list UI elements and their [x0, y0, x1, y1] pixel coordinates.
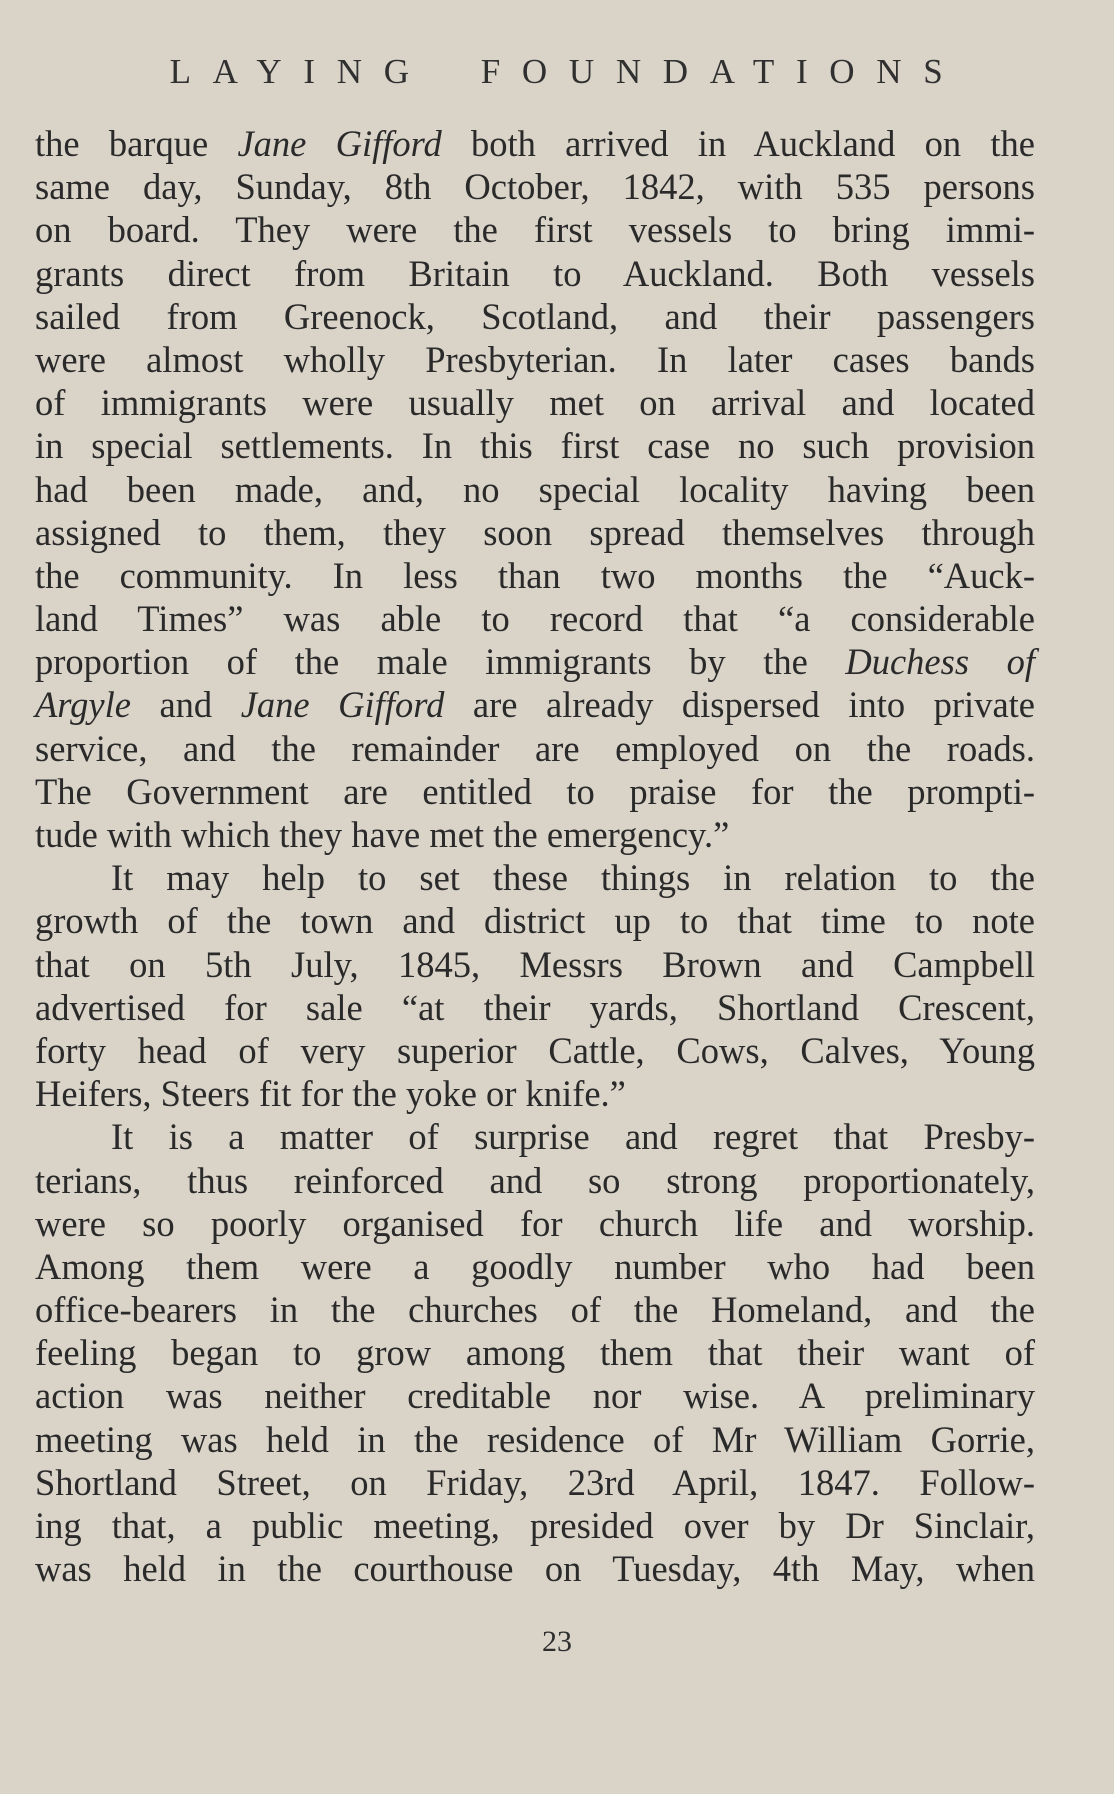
text-segment: sailed from Greenock, Scotland, and their passengers [35, 295, 1035, 337]
text-line [35, 381, 1035, 424]
text-line [35, 511, 1035, 554]
text-line [35, 295, 1035, 338]
text-line [35, 856, 1035, 899]
text-line [35, 208, 1035, 251]
text-line [35, 1374, 1035, 1417]
text-line [35, 1418, 1035, 1461]
text-segment: It is a matter of surprise and regret that Presby- [111, 1116, 1035, 1158]
text-segment: tude with which they have met the emergency.” [35, 814, 730, 855]
text-line [35, 683, 1035, 726]
text-segment: Heifers, Steers fit for the yoke or knife.” [35, 1073, 626, 1115]
text-segment: meeting was held in the residence of Mr William Gorrie, [35, 1418, 1035, 1460]
text-segment: service, and the remainder are employed on the roads. [35, 727, 1035, 769]
text-segment: proportion of the male immigrants by the [35, 641, 846, 683]
text-line [35, 122, 1035, 165]
text-line [35, 1245, 1035, 1288]
text-segment: on board. They were the first vessels to bring immi- [35, 209, 1035, 251]
text-line [35, 1029, 1035, 1072]
text-segment: advertised for sale “at their yards, Shortland Crescent, [35, 986, 1035, 1028]
text-line [35, 252, 1035, 295]
text-line [35, 1072, 1035, 1115]
text-line [35, 813, 1035, 856]
text-line [35, 986, 1035, 1029]
text-segment: are already dispersed into private [444, 684, 1035, 726]
text-line [35, 597, 1035, 640]
text-segment: of immigrants were usually met on arrival and located [35, 382, 1035, 424]
italic-text: Argyle [35, 684, 131, 726]
text-segment: office-bearers in the churches of the Homeland, and the [35, 1289, 1035, 1331]
text-segment: were almost wholly Presbyterian. In later cases bands [35, 338, 1035, 380]
text-segment: growth of the town and district up to that time to note [35, 900, 1035, 942]
italic-text: Jane Gifford [240, 684, 445, 726]
text-line [35, 1504, 1035, 1547]
italic-text: Duchess of [845, 641, 1035, 683]
text-segment: land Times” was able to record that “a considerable [35, 598, 1035, 640]
running-head-left: LAYING [169, 52, 431, 91]
text-segment: same day, Sunday, 8th October, 1842, with 535 persons [35, 166, 1035, 208]
text-line [35, 424, 1035, 467]
text-line [35, 640, 1035, 683]
text-line [35, 554, 1035, 597]
text-line [35, 1159, 1035, 1202]
text-line [35, 165, 1035, 208]
text-segment: forty head of very superior Cattle, Cows, Calves, Young [35, 1029, 1035, 1071]
text-line [35, 943, 1035, 986]
text-line [35, 1331, 1035, 1374]
italic-text: Jane Gifford [237, 123, 442, 164]
text-line [35, 727, 1035, 770]
text-line [35, 468, 1035, 511]
text-segment: assigned to them, they soon spread themselves through [35, 511, 1035, 553]
text-segment: It may help to set these things in relation to the [111, 857, 1035, 899]
text-line [35, 1115, 1035, 1158]
text-line [35, 770, 1035, 813]
text-segment: the community. In less than two months the “Auck- [35, 554, 1035, 596]
text-segment: terians, thus reinforced and so strong proportionately, [35, 1159, 1035, 1201]
text-line [35, 1547, 1035, 1590]
text-line [35, 1461, 1035, 1504]
text-segment: in special settlements. In this first case no such provision [35, 425, 1035, 467]
running-head [0, 52, 1114, 92]
text-line [35, 1288, 1035, 1331]
text-segment: that on 5th July, 1845, Messrs Brown and Campbell [35, 943, 1035, 985]
text-line [35, 1202, 1035, 1245]
running-head-right: FOUNDATIONS [480, 52, 965, 91]
text-segment: and [130, 684, 241, 726]
text-segment: action was neither creditable nor wise. A preliminary [35, 1375, 1035, 1417]
text-segment: both arrived in Auckland on the [441, 123, 1035, 164]
text-segment: were so poorly organised for church life and worship. [35, 1202, 1035, 1244]
text-segment: The Government are entitled to praise for the prompti- [35, 770, 1035, 812]
page-number: 23 [542, 1625, 572, 1658]
text-segment: the barque [35, 123, 238, 164]
text-segment: had been made, and, no special locality having been [35, 468, 1035, 510]
text-segment: Shortland Street, on Friday, 23rd April, 1847. Follow- [35, 1461, 1035, 1503]
text-segment: was held in the courthouse on Tuesday, 4th May, when [35, 1548, 1035, 1590]
text-segment: feeling began to grow among them that their want of [35, 1332, 1035, 1374]
body-text [35, 122, 1035, 1590]
text-segment: ing that, a public meeting, presided over by Dr Sinclair, [35, 1505, 1035, 1546]
text-line [35, 338, 1035, 381]
text-line [35, 899, 1035, 942]
text-segment: grants direct from Britain to Auckland. Both vessels [35, 252, 1035, 294]
text-segment: Among them were a goodly number who had been [35, 1245, 1035, 1287]
